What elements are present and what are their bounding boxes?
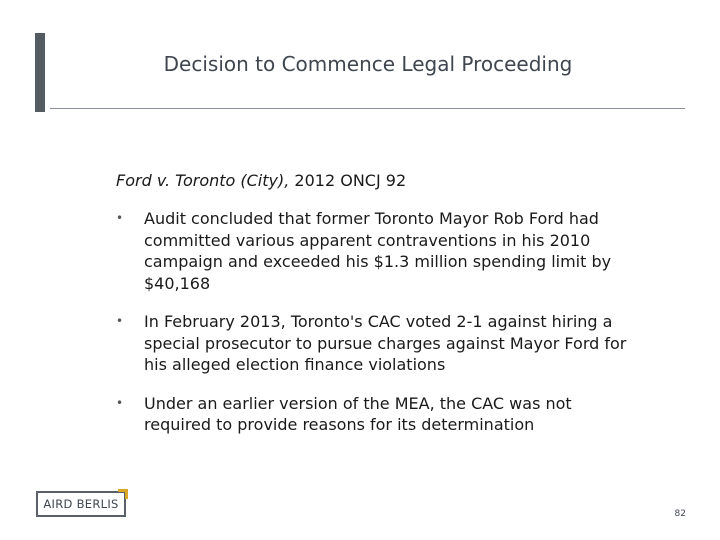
bullet-item	[116, 208, 636, 294]
title-divider	[50, 108, 685, 109]
case-heading	[116, 171, 406, 190]
bullet-list	[116, 208, 636, 453]
bullet-item	[116, 311, 636, 376]
bullet-marker: •	[116, 395, 124, 410]
case-citation: 2012 ONCJ 92	[289, 171, 407, 190]
logo-text: AIRD BERLIS	[43, 497, 119, 511]
aird-berlis-logo	[36, 489, 128, 519]
page-number: 82	[674, 509, 686, 519]
bullet-item	[116, 393, 636, 436]
bullet-marker: •	[116, 314, 124, 328]
bullet-text: In February 2013, Toronto's CAC voted 2-1 against hiring a special prosecutor to pursue charges against Mayor Ford for his alleged election finance violations	[144, 312, 627, 374]
slide-title: Decision to Commence Legal Proceeding	[163, 52, 573, 76]
bullet-marker: •	[116, 211, 124, 225]
accent-bar	[35, 33, 45, 112]
case-name: Ford v. Toronto (City),	[116, 171, 290, 190]
bullet-text: Under an earlier version of the MEA, the CAC was not required to provide reasons for its determination	[144, 393, 572, 434]
bullet-text: Audit concluded that former Toronto Mayor Rob Ford had committed various apparent contraventions in his 2010 campaign and exceeded his $1.3 million spending limit by $40,168	[144, 209, 612, 293]
